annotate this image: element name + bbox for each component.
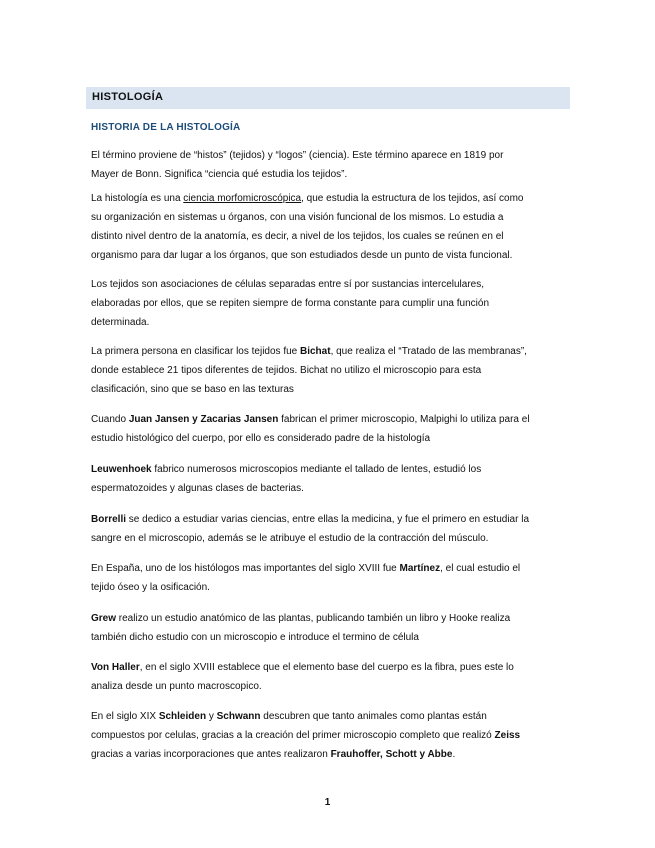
paragraph <box>91 146 571 184</box>
page-title: HISTOLOGÍA <box>92 91 164 103</box>
paragraph <box>91 609 571 647</box>
text-line: En España, uno de los histólogos mas importantes del siglo XVIII fue Martínez, el cual estudio el <box>91 563 521 574</box>
text-line: Leuwenhoek fabrico numerosos microscopios mediante el tallado de lentes, estudió los <box>91 464 482 475</box>
paragraph <box>91 189 571 265</box>
paragraph <box>91 342 571 399</box>
text-line: donde establece 21 tipos diferentes de tejidos. Bichat no utilizo el microscopio para esta <box>91 365 482 376</box>
text-line: La primera persona en clasificar los tejidos fue Bichat, que realiza el “Tratado de las membranas”, <box>91 346 527 357</box>
paragraph <box>91 707 571 764</box>
text-line: espermatozoides y algunas clases de bacterias. <box>91 483 304 494</box>
paragraph <box>91 275 571 332</box>
text-line: La histología es una ciencia morfomicroscópica, que estudia la estructura de los tejidos, así como <box>91 193 524 204</box>
text-line: su organización en sistemas u órganos, con una visión funcional de los mismos. Lo estudia a <box>91 212 504 223</box>
text-line: Cuando Juan Jansen y Zacarias Jansen fabrican el primer microscopio, Malpighi lo utiliza para el <box>91 414 530 425</box>
text-line: Borrelli se dedico a estudiar varias ciencias, entre ellas la medicina, y fue el primero en estudiar la <box>91 514 529 525</box>
text-line: En el siglo XIX Schleiden y Schwann descubren que tanto animales como plantas están <box>91 711 487 722</box>
paragraph <box>91 510 571 548</box>
text-line: distinto nivel dentro de la anatomía, es decir, a nivel de los tejidos, los cuales se reúnen en el <box>91 231 504 242</box>
text-line: elaboradas por ellos, que se repiten siempre de forma constante para cumplir una función <box>91 298 490 309</box>
text-line: Von Haller, en el siglo XVIII establece que el elemento base del cuerpo es la fibra, pues este lo <box>91 662 514 673</box>
text-line: gracias a varias incorporaciones que antes realizaron Frauhoffer, Schott y Abbe. <box>91 749 456 760</box>
text-line: Grew realizo un estudio anatómico de las plantas, publicando también un libro y Hooke realiza <box>91 613 511 624</box>
paragraph <box>91 410 571 448</box>
text-line: El término proviene de “histos” (tejidos) y “logos” (ciencia). Este término aparece en 1819 por <box>91 150 504 161</box>
text-line: compuestos por celulas, gracias a la creación del primer microscopio completo que realizó Zeiss <box>91 730 521 741</box>
text-line: estudio histológico del cuerpo, por ello es considerado padre de la histología <box>91 433 431 444</box>
paragraph <box>91 658 571 696</box>
text-line: tejido óseo y la osificación. <box>91 582 210 593</box>
text-line: determinada. <box>91 317 150 328</box>
text-line: analiza desde un punto macroscopico. <box>91 681 262 692</box>
text-line: organismo para dar lugar a los órganos, que son estudiados desde un punto de vista funcional. <box>91 250 513 261</box>
text-line: sangre en el microscopio, además se le atribuye el estudio de la contracción del músculo. <box>91 533 489 544</box>
term-link: ciencia morfomicroscópica <box>183 193 302 204</box>
paragraph <box>91 559 571 597</box>
text-line: Mayer de Bonn. Significa “ciencia qué estudia los tejidos”. <box>91 169 348 180</box>
title-bar <box>86 87 570 109</box>
page-number: 1 <box>324 797 331 808</box>
paragraph <box>91 460 571 498</box>
text-line: clasificación, sino que se baso en las texturas <box>91 384 294 395</box>
text-line: también dicho estudio con un microscopio e introduce el termino de célula <box>91 632 419 643</box>
section-heading: HISTORIA DE LA HISTOLOGÍA <box>91 122 241 133</box>
text-line: Los tejidos son asociaciones de células separadas entre sí por sustancias intercelulares, <box>91 279 484 290</box>
